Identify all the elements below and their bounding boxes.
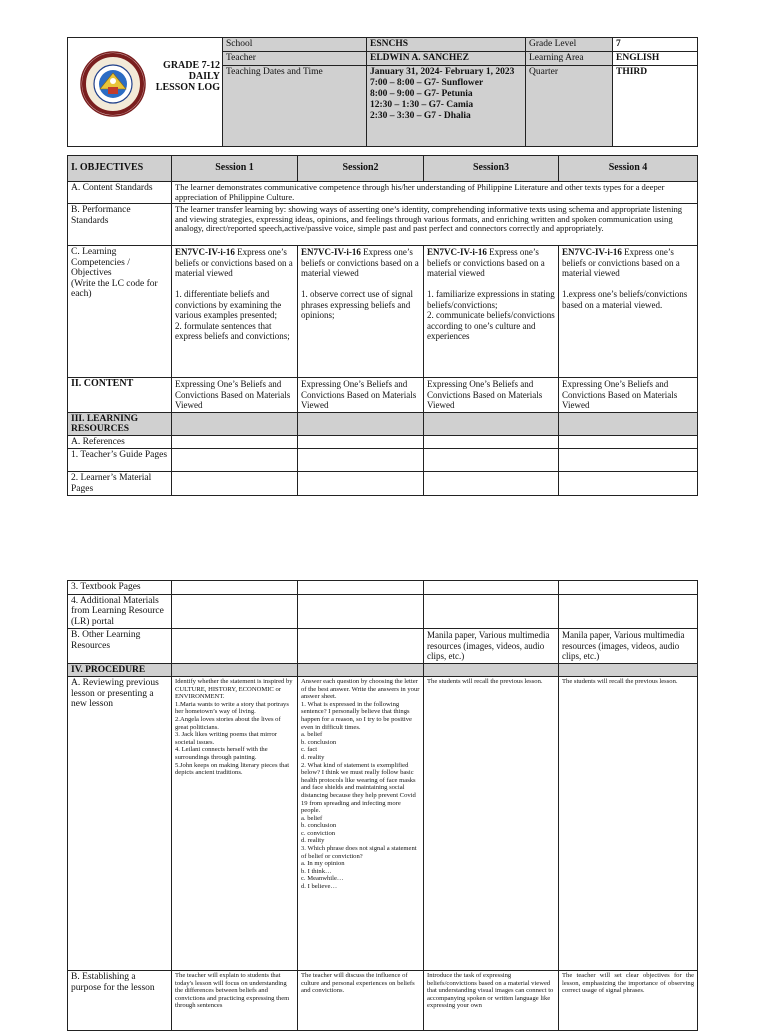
- header-table: [67, 37, 698, 147]
- procedure-table: [67, 580, 698, 1031]
- other-resources-label: B. Other Learning Resources: [68, 629, 172, 664]
- lc-session-4: [559, 246, 698, 378]
- quarter-value: THIRD: [613, 66, 698, 147]
- purpose-session-4: The teacher will set clear objectives for the lesson, emphasizing the importance of observing correct usage of signal phrases.: [559, 971, 698, 1031]
- lc-code: EN7VC-IV-i-16: [427, 247, 487, 257]
- additional-materials-label: 4. Additional Materials from Learning Resource (LR) portal: [68, 594, 172, 629]
- content-session-1: Expressing One’s Beliefs and Convictions Based on Materials Viewed: [172, 378, 298, 413]
- lc-text: Express one’s beliefs or convictions based on a material viewed 1.express one’s beliefs/convictions based on a material viewed.: [562, 247, 688, 310]
- school-label: School: [223, 38, 367, 52]
- lc-session-2: [298, 246, 424, 378]
- reviewing-session-2: Answer each question by choosing the letter of the best answer. Write the answers in your answer sheet. 1. What is expressed in the following sentence? I personally believe that things happen for a reason, so I try to be positive even in difficult times. a. belief b. conclusion c. fact d. reality 2. What kind of statement is exemplified below? I think we must really follow basic health protocols like wearing of face masks and face shields and maintaining social distancing because they help prevent Covid 19 from spreading and infecting more people. a. belief b. conclusion c. conviction d. reality 3. Which phrase does not signal a statement of belief or conviction? a. In my opinion b. I think… c. Meanwhile… d. I believe…: [298, 677, 424, 971]
- content-session-2: Expressing One’s Beliefs and Convictions Based on Materials Viewed: [298, 378, 424, 413]
- teaching-dates-label: Teaching Dates and Time: [223, 66, 367, 147]
- content-session-3: Expressing One’s Beliefs and Convictions Based on Materials Viewed: [424, 378, 559, 413]
- lc-text: Express one’s beliefs or convictions based on a material viewed 1. differentiate beliefs and convictions by examining the various examples presented; 2. formulate sentences that express beliefs and convictions;: [175, 247, 293, 341]
- teacher-label: Teacher: [223, 52, 367, 66]
- lc-code: EN7VC-IV-i-16: [562, 247, 622, 257]
- learning-competencies-label: C. Learning Competencies / Objectives (Write the LC code for each): [68, 246, 172, 378]
- session-3-header: Session3: [424, 156, 559, 182]
- other-resources-session-4: Manila paper, Various multimedia resources (images, videos, audio clips, etc.): [559, 629, 698, 664]
- content-standards-label: A. Content Standards: [68, 182, 172, 204]
- quarter-label: Quarter: [526, 66, 613, 147]
- other-resources-session-3: Manila paper, Various multimedia resources (images, videos, audio clips, etc.): [424, 629, 559, 664]
- lc-text: Express one’s beliefs or convictions based on a material viewed 1. observe correct use of signal phrases expressing beliefs and opinions;: [301, 247, 419, 320]
- learning-resources-heading: III. LEARNING RESOURCES: [68, 412, 172, 435]
- learning-area-label: Learning Area: [526, 52, 613, 66]
- teacher-value: ELDWIN A. SANCHEZ: [367, 52, 526, 66]
- session-4-header: Session 4: [559, 156, 698, 182]
- reviewing-lesson-label: A. Reviewing previous lesson or presenting a new lesson: [68, 677, 172, 971]
- reviewing-session-4: The students will recall the previous lesson.: [559, 677, 698, 971]
- purpose-session-1: The teacher will explain to students that today's lesson will focus on understanding the differences between beliefs and convictions and practicing expressing them through sentences: [172, 971, 298, 1031]
- other-resources-session-1: [172, 629, 298, 664]
- lc-code: EN7VC-IV-i-16: [301, 247, 361, 257]
- dll-title: GRADE 7-12 DAILY LESSON LOG: [155, 60, 220, 93]
- references-label: A. References: [68, 435, 172, 449]
- learning-area-value: ENGLISH: [613, 52, 698, 66]
- reviewing-session-1: Identify whether the statement is inspired by CULTURE, HISTORY, ECONOMIC or ENVIRONMENT. 1.Maria wants to write a story that portrays her hometown’s way of living. 2.Angela loves stories about the lives of great politicians. 3. Jack likes writing poems that mirror societal issues. 4. Leilani connects herself with the surroundings through painting. 5.John keeps on making literary pieces that depicts ancient traditions.: [172, 677, 298, 971]
- procedure-heading: IV. PROCEDURE: [68, 664, 172, 677]
- purpose-session-2: The teacher will discuss the influence of culture and personal experiences on beliefs and convictions.: [298, 971, 424, 1031]
- purpose-session-3: Introduce the task of expressing beliefs/convictions based on a material viewed that understanding visual images can connect to accompanying spoken or written language like expressing your own: [424, 971, 559, 1031]
- performance-standards-label: B. Performance Standards: [68, 204, 172, 246]
- lc-session-3: [424, 246, 559, 378]
- grade-level-value: 7: [613, 38, 698, 52]
- school-seal-logo: [80, 51, 146, 117]
- other-resources-session-2: [298, 629, 424, 664]
- content-heading: II. CONTENT: [68, 378, 172, 413]
- teachers-guide-label: 1. Teacher’s Guide Pages: [68, 449, 172, 472]
- grade-level-label: Grade Level: [526, 38, 613, 52]
- teaching-dates-value: January 31, 2024- February 1, 2023 7:00 – 8:00 – G7- Sunflower 8:00 – 9:00 – G7- Petunia 12:30 – 1:30 – G7- Camia 2:30 – 3:30 – G7 - Dhalia: [367, 66, 526, 147]
- establishing-purpose-label: B. Establishing a purpose for the lesson: [68, 971, 172, 1031]
- performance-standards-text: The learner transfer learning by: showing ways of asserting one’s identity, comprehending informative texts using schema and appropriate listening and viewing strategies, expressing ideas, opinions, and feelings through various formats, and enriching written and spoken communication using analogy, direct/reported speech,active/passive voice, simple past and past perfect and connectors correctly and appropriately.: [172, 204, 698, 246]
- lc-text: Express one’s beliefs or convictions based on a material viewed 1. familiarize expressions in stating beliefs/convictions; 2. communicate beliefs/convictions according to one’s culture and experiences: [427, 247, 555, 341]
- lc-session-1: [172, 246, 298, 378]
- content-session-4: Expressing One’s Beliefs and Convictions Based on Materials Viewed: [559, 378, 698, 413]
- objectives-table: [67, 155, 698, 496]
- session-1-header: Session 1: [172, 156, 298, 182]
- school-value: ESNCHS: [367, 38, 526, 52]
- reviewing-session-3: The students will recall the previous lesson.: [424, 677, 559, 971]
- textbook-label: 3. Textbook Pages: [68, 581, 172, 595]
- lc-code: EN7VC-IV-i-16: [175, 247, 235, 257]
- logo-title-cell: [68, 38, 223, 147]
- content-standards-text: The learner demonstrates communicative competence through his/her understanding of Philippine Literature and other texts types for a deeper appreciation of Philippine Culture.: [172, 182, 698, 204]
- objectives-heading: I. OBJECTIVES: [68, 156, 172, 182]
- session-2-header: Session2: [298, 156, 424, 182]
- learners-material-label: 2. Learner’s Material Pages: [68, 472, 172, 496]
